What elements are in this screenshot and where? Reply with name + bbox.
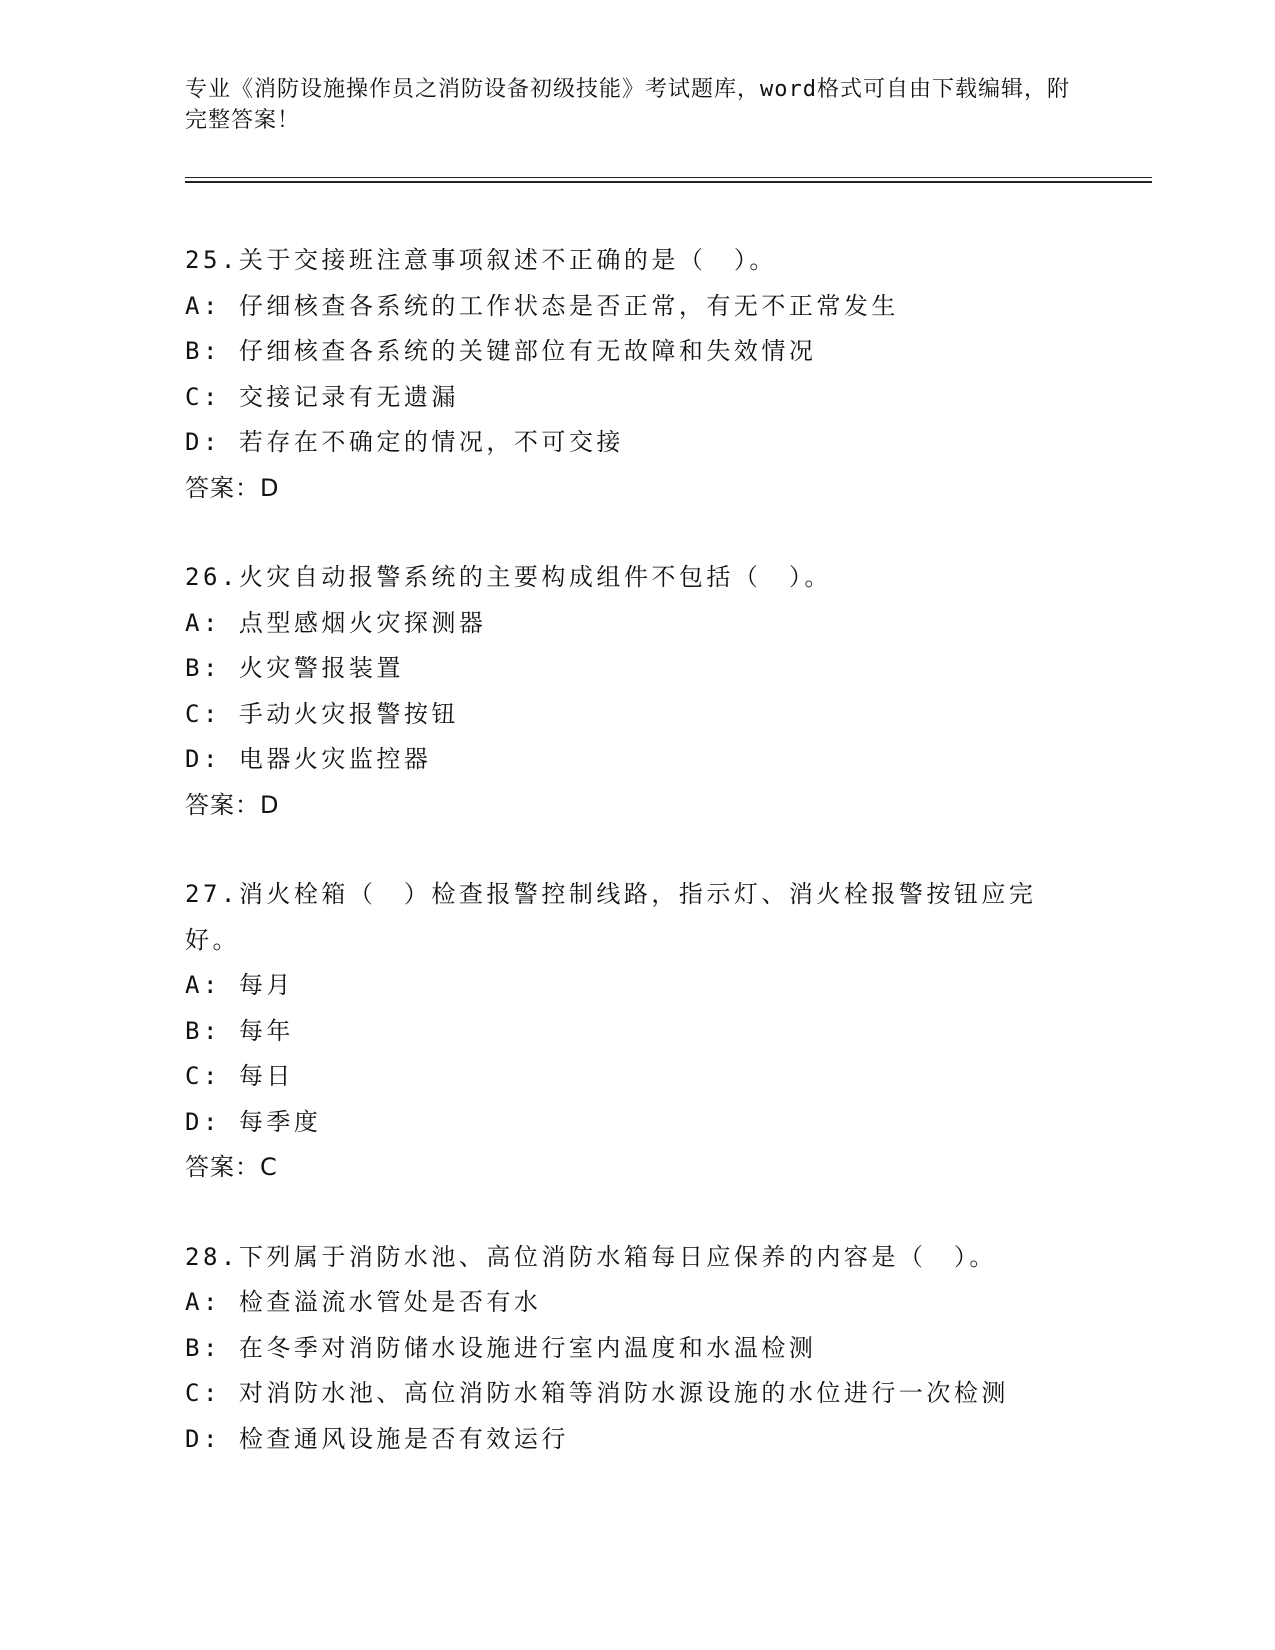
option-a: A: 检查溢流水管处是否有水 xyxy=(185,1288,542,1316)
question-stem: 27.消火栓箱（ ）检查报警控制线路，指示灯、消火栓报警按钮应完好。 xyxy=(185,880,1037,954)
option-c: C: 手动火灾报警按钮 xyxy=(185,699,459,728)
option-b: B: 每年 xyxy=(185,1016,294,1045)
header-divider-thick xyxy=(185,181,1152,183)
question-25 xyxy=(185,238,1085,511)
question-stem: 28.下列属于消防水池、高位消防水箱每日应保养的内容是（ ）。 xyxy=(185,1242,997,1271)
option-d: D: 若存在不确定的情况，不可交接 xyxy=(185,428,624,456)
option-c: C: 对消防水池、高位消防水箱等消防水源设施的水位进行一次检测 xyxy=(185,1379,1009,1407)
option-a: A: 仔细核查各系统的工作状态是否正常，有无不正常发生 xyxy=(185,291,899,320)
question-list xyxy=(185,238,1085,1506)
answer-line: 答案：D xyxy=(185,473,280,502)
answer-line: 答案：D xyxy=(185,790,280,819)
document-header: 专业《消防设施操作员之消防设备初级技能》考试题库，word格式可自由下载编辑，附完整答案！ xyxy=(185,77,1070,133)
answer-line: 答案：C xyxy=(185,1153,278,1181)
option-b: B: 火灾警报装置 xyxy=(185,654,404,682)
question-stem: 26.火灾自动报警系统的主要构成组件不包括（ ）。 xyxy=(185,563,832,591)
option-c: C: 交接记录有无遗漏 xyxy=(185,382,459,411)
question-28 xyxy=(185,1235,1085,1463)
option-d: D: 电器火灾监控器 xyxy=(185,745,432,773)
question-27 xyxy=(185,872,1085,1191)
option-a: A: 点型感烟火灾探测器 xyxy=(185,608,487,637)
option-c: C: 每日 xyxy=(185,1062,294,1090)
option-d: D: 检查通风设施是否有效运行 xyxy=(185,1424,569,1453)
option-b: B: 仔细核查各系统的关键部位有无故障和失效情况 xyxy=(185,337,817,365)
option-b: B: 在冬季对消防储水设施进行室内温度和水温检测 xyxy=(185,1333,817,1362)
option-d: D: 每季度 xyxy=(185,1107,322,1136)
question-26 xyxy=(185,555,1085,828)
question-stem: 25.关于交接班注意事项叙述不正确的是（ ）。 xyxy=(185,246,777,274)
option-a: A: 每月 xyxy=(185,971,294,999)
header-divider-thin xyxy=(185,177,1152,178)
